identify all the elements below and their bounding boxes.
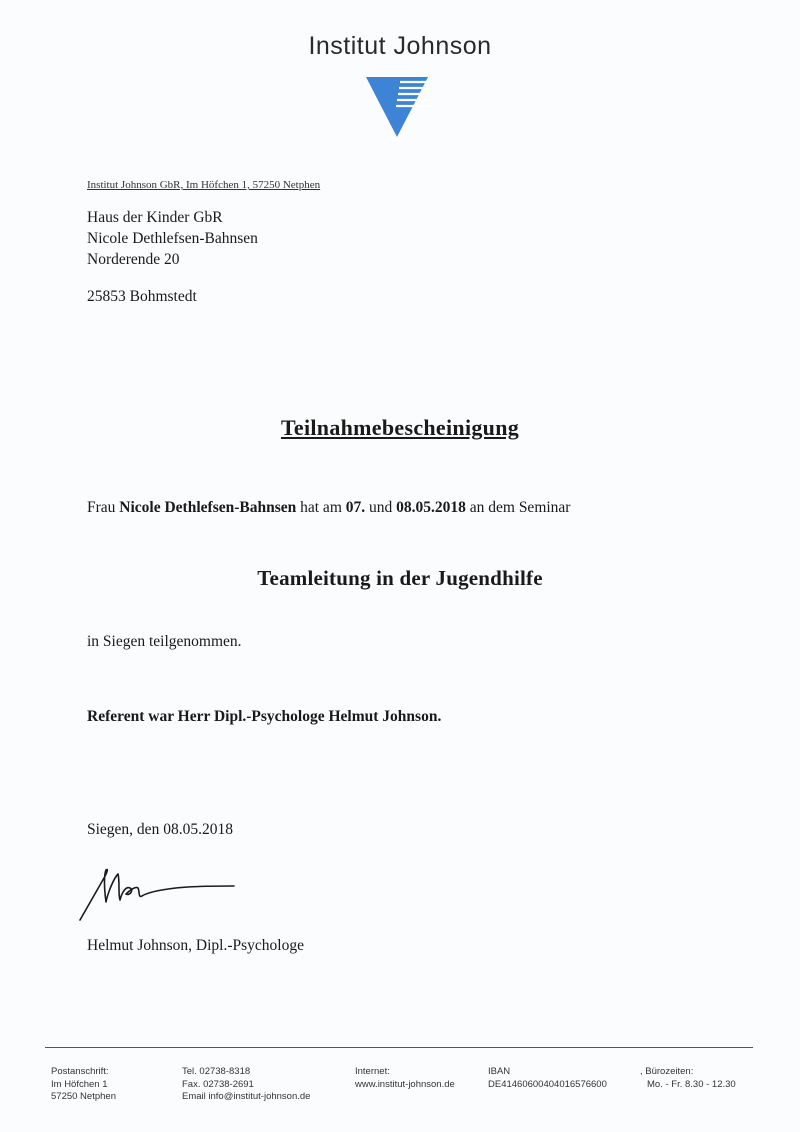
iban-number: DE41460600404016576600 — [488, 1078, 607, 1090]
postal-street: Im Höfchen 1 — [51, 1078, 108, 1090]
iban-label: IBAN — [488, 1066, 511, 1077]
recipient-company: Haus der Kinder GbR — [87, 209, 223, 226]
statement-and: und — [365, 499, 397, 516]
postal-label: Postanschrift: — [51, 1066, 109, 1077]
contact-phone: Tel. 02738-8318 — [182, 1066, 251, 1077]
recipient-city: 25853 Bohmstedt — [87, 288, 197, 305]
seminar-day-one: 07. — [345, 499, 366, 516]
footer-internet — [355, 1066, 455, 1091]
statement-connector: hat am — [296, 499, 346, 516]
referent-line: Referent war Herr Dipl.-Psychologe Helmut Johnson. — [87, 708, 442, 725]
office-hours-label: , Bürozeiten: — [640, 1066, 694, 1077]
postal-city: 57250 Netphen — [51, 1091, 116, 1102]
internet-label: Internet: — [355, 1066, 390, 1077]
footer-bank — [488, 1066, 607, 1091]
recipient-name: Nicole Dethlefsen-Bahnsen — [87, 230, 258, 247]
logo-wordmark: Institut Johnson — [308, 32, 492, 60]
contact-fax: Fax. 02738-2691 — [182, 1078, 254, 1090]
signer-name: Helmut Johnson, Dipl.-Psychologe — [87, 937, 304, 954]
office-hours-value: Mo. - Fr. 8.30 - 12.30 — [647, 1078, 736, 1090]
place-and-date: Siegen, den 08.05.2018 — [87, 821, 233, 838]
recipient-address — [87, 207, 258, 307]
participant-name: Nicole Dethlefsen-Bahnsen — [119, 499, 297, 516]
footer-office-hours — [640, 1066, 736, 1091]
handwritten-signature — [78, 862, 238, 924]
footer-divider — [45, 1047, 753, 1048]
footer-contact — [182, 1066, 310, 1104]
footer-postal-address — [51, 1066, 116, 1104]
institute-logo-icon — [364, 77, 430, 137]
contact-email: Email info@institut-johnson.de — [182, 1091, 311, 1102]
seminar-location-text: in Siegen teilgenommen. — [87, 633, 242, 650]
participation-statement — [87, 499, 570, 517]
recipient-street: Norderende 20 — [87, 251, 180, 268]
seminar-title: Teamleitung in der Jugendhilfe — [257, 566, 543, 590]
document-title: Teilnahmebescheinigung — [280, 415, 520, 440]
statement-prefix: Frau — [87, 499, 120, 516]
website-url: www.institut-johnson.de — [355, 1078, 455, 1090]
statement-suffix: an dem Seminar — [465, 499, 571, 516]
seminar-date: 08.05.2018 — [396, 499, 466, 516]
sender-return-address: Institut Johnson GbR, Im Höfchen 1, 57250 Netphen — [87, 179, 321, 191]
